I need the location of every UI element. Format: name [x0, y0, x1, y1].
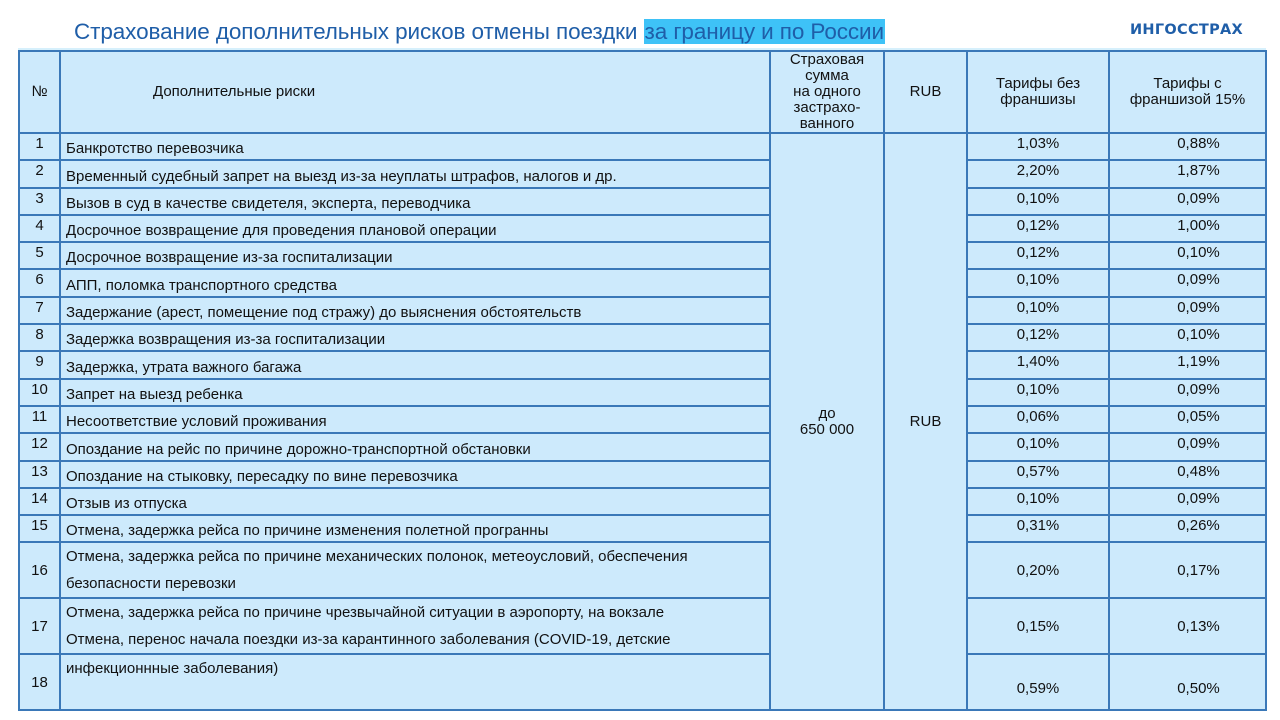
risk-name [60, 598, 770, 654]
rate-franchise: 0,10% [1109, 242, 1266, 269]
header-sum-line: сумма [805, 67, 849, 84]
row-number: 4 [19, 215, 60, 242]
rate-franchise: 1,87% [1109, 160, 1266, 187]
row-number: 5 [19, 242, 60, 269]
rate-no-franchise: 0,12% [967, 324, 1109, 351]
rate-franchise: 0,50% [1109, 654, 1266, 710]
rate-no-franchise: 1,03% [967, 133, 1109, 160]
risk-name: Задержание (арест, помещение под стражу) до выяснения обстоятельств [60, 297, 770, 324]
header-rate-line: франшизой 15% [1129, 91, 1246, 108]
table-row [19, 160, 1266, 187]
risk-name: Вызов в суд в качестве свидетеля, эксперта, переводчика [60, 188, 770, 215]
rate-no-franchise: 0,10% [967, 433, 1109, 460]
rate-franchise: 0,26% [1109, 515, 1266, 542]
row-number: 18 [19, 654, 60, 710]
rate-franchise: 0,10% [1109, 324, 1266, 351]
rate-no-franchise: 0,10% [967, 488, 1109, 515]
table-row [19, 433, 1266, 460]
row-number: 1 [19, 133, 60, 160]
risk-name-line: Отмена, задержка рейса по причине механических полонок, метеоусловий, обеспечения [66, 548, 688, 566]
table-row [19, 515, 1266, 542]
table-row [19, 379, 1266, 406]
rate-no-franchise: 0,20% [967, 542, 1109, 598]
row-number: 14 [19, 488, 60, 515]
header-rate-line: Тарифы с [1153, 75, 1222, 92]
rate-no-franchise: 2,20% [967, 160, 1109, 187]
table-row [19, 269, 1266, 296]
table-row [19, 351, 1266, 378]
table-row [19, 215, 1266, 242]
row-number: 7 [19, 297, 60, 324]
risk-name-line: безопасности перевозки [66, 575, 236, 593]
row-number: 16 [19, 542, 60, 598]
header-num: № [19, 51, 60, 133]
rate-no-franchise: 0,10% [967, 269, 1109, 296]
rate-no-franchise: 0,10% [967, 188, 1109, 215]
header-rate-no-franchise [967, 51, 1109, 133]
risk-name: Временный судебный запрет на выезд из-за неуплаты штрафов, налогов и др. [60, 160, 770, 187]
rate-franchise: 0,13% [1109, 598, 1266, 654]
risk-name: Отмена, задержка рейса по причине изменения полетной програнны [60, 515, 770, 542]
table-row [19, 133, 1266, 160]
sum-line: до [818, 404, 836, 422]
table-row [19, 598, 1266, 654]
table-row [19, 324, 1266, 351]
rate-franchise: 0,09% [1109, 379, 1266, 406]
row-number: 8 [19, 324, 60, 351]
risks-tariff-table [18, 50, 1267, 711]
row-number: 13 [19, 461, 60, 488]
row-number: 6 [19, 269, 60, 296]
rate-franchise: 0,88% [1109, 133, 1266, 160]
risk-name-line: Отмена, задержка рейса по причине чрезвычайной ситуации в аэропорту, на вокзале [66, 604, 665, 622]
header-sum-line: на одного [793, 83, 861, 100]
rate-no-franchise: 0,15% [967, 598, 1109, 654]
risk-name [60, 542, 770, 598]
rate-franchise: 0,05% [1109, 406, 1266, 433]
row-number: 2 [19, 160, 60, 187]
rate-no-franchise: 0,12% [967, 242, 1109, 269]
rate-franchise: 0,17% [1109, 542, 1266, 598]
row-number: 15 [19, 515, 60, 542]
ingosstrakh-logo: ИНГОССТРАХ [1130, 22, 1244, 38]
table-row [19, 542, 1266, 598]
rate-franchise: 1,19% [1109, 351, 1266, 378]
risk-name [60, 654, 770, 710]
row-number: 9 [19, 351, 60, 378]
table-row [19, 488, 1266, 515]
sum-line: 650 000 [799, 420, 855, 438]
table-row [19, 406, 1266, 433]
header-sum-line: застрахо- [793, 99, 861, 116]
rate-no-franchise: 0,10% [967, 379, 1109, 406]
header-risk: Дополнительные риски [60, 51, 770, 133]
title-main: Страхование дополнительных рисков отмены поездки [74, 19, 638, 44]
rate-franchise: 0,09% [1109, 433, 1266, 460]
rate-franchise: 0,09% [1109, 269, 1266, 296]
table-row [19, 461, 1266, 488]
header-sum-insured [770, 51, 884, 133]
risk-name: Опоздание на рейс по причине дорожно-транспортной обстановки [60, 433, 770, 460]
row-number: 10 [19, 379, 60, 406]
risk-name: АПП, поломка транспортного средства [60, 269, 770, 296]
row-number: 12 [19, 433, 60, 460]
risk-name-line: Отмена, перенос начала поездки из-за карантинного заболевания (COVID-19, детские [66, 631, 671, 649]
header-currency: RUB [884, 51, 967, 133]
rate-no-franchise: 0,06% [967, 406, 1109, 433]
risk-name: Опоздание на стыковку, пересадку по вине перевозчика [60, 461, 770, 488]
table-row [19, 188, 1266, 215]
sum-insured-value [770, 133, 884, 710]
row-number: 17 [19, 598, 60, 654]
risk-name: Запрет на выезд ребенка [60, 379, 770, 406]
risk-name-line: инфекционнные заболевания) [66, 660, 279, 678]
rate-no-franchise: 1,40% [967, 351, 1109, 378]
page-title [74, 16, 885, 48]
rate-no-franchise: 0,57% [967, 461, 1109, 488]
risk-name: Банкротство перевозчика [60, 133, 770, 160]
table-row [19, 654, 1266, 710]
rate-franchise: 0,09% [1109, 297, 1266, 324]
rate-franchise: 0,09% [1109, 188, 1266, 215]
rate-franchise: 1,00% [1109, 215, 1266, 242]
row-number: 11 [19, 406, 60, 433]
title-highlighted-text: за границу и по России [644, 19, 884, 44]
header-sum-line: Страховая [789, 51, 865, 68]
currency-value: RUB [884, 133, 967, 710]
rate-franchise: 0,09% [1109, 488, 1266, 515]
risk-name: Отзыв из отпуска [60, 488, 770, 515]
risk-name: Задержка, утрата важного багажа [60, 351, 770, 378]
header-rate-line: Тарифы без [995, 75, 1081, 92]
header-sum-line: ванного [799, 115, 855, 132]
table-row [19, 297, 1266, 324]
table-row [19, 242, 1266, 269]
rate-franchise: 0,48% [1109, 461, 1266, 488]
risk-name: Досрочное возвращение для проведения плановой операции [60, 215, 770, 242]
risk-name: Задержка возвращения из-за госпитализации [60, 324, 770, 351]
header-rate-franchise [1109, 51, 1266, 133]
rate-no-franchise: 0,10% [967, 297, 1109, 324]
table-header-row [19, 51, 1266, 133]
rate-no-franchise: 0,31% [967, 515, 1109, 542]
rate-no-franchise: 0,12% [967, 215, 1109, 242]
rate-no-franchise: 0,59% [967, 654, 1109, 710]
risk-name: Досрочное возвращение из-за госпитализации [60, 242, 770, 269]
row-number: 3 [19, 188, 60, 215]
header-rate-line: франшизы [1000, 91, 1076, 108]
risk-name: Несоответствие условий проживания [60, 406, 770, 433]
